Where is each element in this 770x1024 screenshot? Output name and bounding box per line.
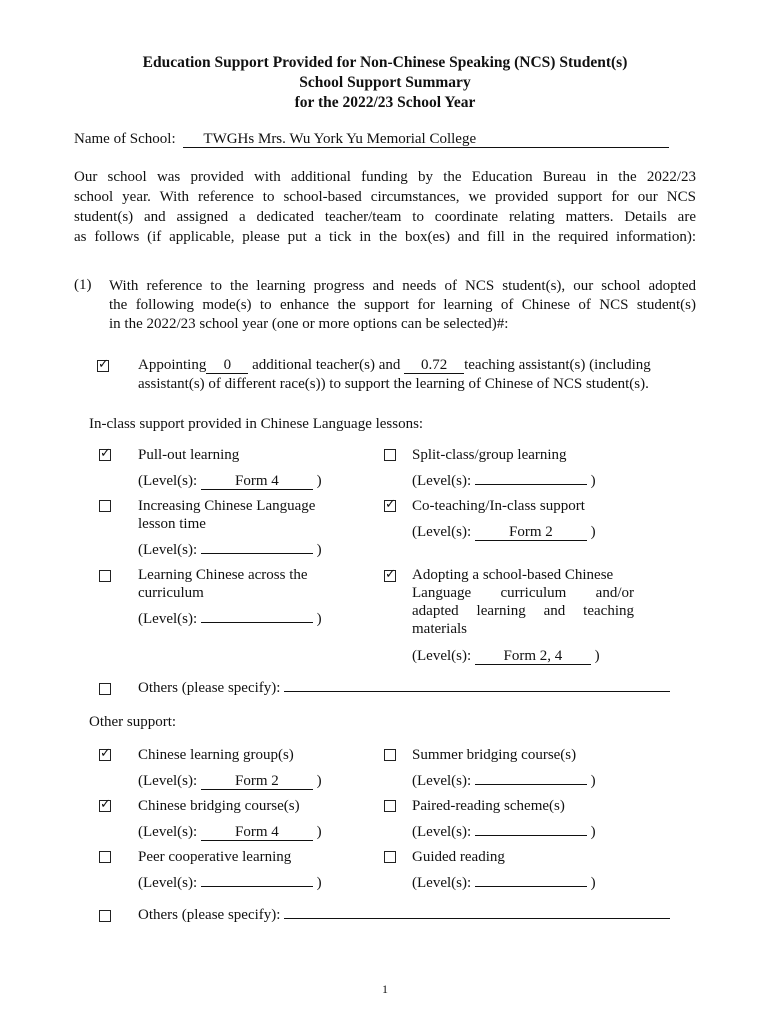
teachers-field[interactable]: 0 — [206, 358, 248, 374]
guided-reading-level-field[interactable] — [475, 886, 587, 887]
assistants-field[interactable]: 0.72 — [404, 358, 464, 374]
school-based-label-1: Adopting a school-based Chinese — [412, 567, 614, 583]
peer-cooperative-level-field[interactable] — [201, 886, 313, 887]
pull-out-level-row — [138, 473, 322, 490]
bridging-course-checkbox[interactable] — [99, 800, 111, 812]
level-close: ) — [590, 824, 596, 840]
lesson-time-checkbox[interactable] — [99, 500, 111, 512]
pull-out-label: Pull-out learning — [138, 447, 240, 463]
appointing-checkbox[interactable] — [97, 360, 109, 372]
level-label: (Level(s): — [138, 473, 198, 489]
split-class-level-row — [412, 473, 596, 490]
split-class-checkbox[interactable] — [384, 449, 396, 461]
level-close: ) — [316, 542, 322, 558]
level-label: (Level(s): — [412, 648, 472, 664]
in-class-others-field[interactable] — [284, 691, 670, 692]
paired-reading-label: Paired-reading scheme(s) — [412, 798, 565, 814]
summer-bridging-level-row — [412, 773, 596, 790]
title-line-1: Education Support Provided for Non-Chinese Speaking (NCS) Student(s) — [142, 54, 628, 71]
appointing-line-2: assistant(s) of different race(s)) to support the learning of Chinese of NCS student(s). — [138, 376, 649, 392]
learning-group-level-field[interactable]: Form 2 — [201, 774, 313, 790]
school-based-checkbox[interactable] — [384, 570, 396, 582]
split-class-level-field[interactable] — [475, 484, 587, 485]
appointing-text: Appointing — [138, 357, 207, 373]
summer-bridging-level-field[interactable] — [475, 784, 587, 785]
learning-group-level-row — [138, 773, 322, 790]
level-close: ) — [590, 473, 596, 489]
across-curriculum-label-1: Learning Chinese across the — [138, 567, 308, 583]
co-teaching-checkbox[interactable] — [384, 500, 396, 512]
level-close: ) — [316, 611, 322, 627]
intro-line: school year. With reference to school-based circumstances, we provided support for our NCS — [74, 189, 696, 205]
co-teaching-level-field[interactable]: Form 2 — [475, 525, 587, 541]
level-label: (Level(s): — [412, 524, 472, 540]
bridging-course-level-row — [138, 824, 322, 841]
level-close: ) — [316, 473, 322, 489]
bridging-course-level-field[interactable]: Form 4 — [201, 825, 313, 841]
intro-line: as follows (if applicable, please put a tick in the box(es) and fill in the required information): — [74, 229, 696, 245]
split-class-label: Split-class/group learning — [412, 447, 567, 463]
level-label: (Level(s): — [138, 773, 198, 789]
across-curriculum-checkbox[interactable] — [99, 570, 111, 582]
school-based-level-row — [412, 648, 600, 665]
co-teaching-level-row — [412, 524, 596, 541]
across-curriculum-label-2: curriculum — [138, 585, 204, 601]
intro-paragraph — [74, 167, 696, 247]
level-close: ) — [590, 524, 596, 540]
section-number: (1) — [74, 277, 92, 293]
title-line-2: School Support Summary — [299, 74, 471, 91]
appointing-text: additional teacher(s) and — [252, 357, 401, 373]
level-close: ) — [316, 773, 322, 789]
guided-reading-checkbox[interactable] — [384, 851, 396, 863]
peer-cooperative-checkbox[interactable] — [99, 851, 111, 863]
learning-group-label: Chinese learning group(s) — [138, 747, 294, 763]
school-based-level-field[interactable]: Form 2, 4 — [475, 649, 591, 665]
in-class-heading: In-class support provided in Chinese Language lessons: — [89, 416, 424, 432]
level-close: ) — [316, 824, 322, 840]
school-name-field[interactable] — [183, 132, 669, 148]
across-curriculum-level-field[interactable] — [201, 622, 313, 623]
level-close: ) — [590, 875, 596, 891]
intro-line: student(s) and assigned a dedicated teacher/team to coordinate relating matters. Details are — [74, 209, 696, 225]
school-based-label-2: Language curriculum and/or — [412, 585, 634, 601]
school-name-row — [74, 131, 669, 148]
others-label: Others (please specify): — [138, 907, 281, 923]
section-1-text — [109, 277, 696, 334]
level-label: (Level(s): — [412, 875, 472, 891]
pull-out-level-field[interactable]: Form 4 — [201, 474, 313, 490]
level-label: (Level(s): — [138, 611, 198, 627]
other-support-others-checkbox[interactable] — [99, 910, 111, 922]
summer-bridging-label: Summer bridging course(s) — [412, 747, 577, 763]
school-name-label: Name of School: — [74, 131, 176, 147]
other-support-others-row — [138, 907, 670, 924]
section-line: in the 2022/23 school year (one or more options can be selected)#: — [109, 316, 509, 332]
paired-reading-level-row — [412, 824, 596, 841]
in-class-others-row — [138, 680, 670, 697]
others-label: Others (please specify): — [138, 680, 281, 696]
lesson-time-label-1: Increasing Chinese Language — [138, 498, 316, 514]
level-label: (Level(s): — [138, 542, 198, 558]
section-line: With reference to the learning progress and needs of NCS student(s), our school adopted — [109, 278, 696, 294]
page-number: 1 — [382, 982, 388, 996]
paired-reading-level-field[interactable] — [475, 835, 587, 836]
school-based-label-4: materials — [412, 621, 467, 637]
level-label: (Level(s): — [138, 875, 198, 891]
paired-reading-checkbox[interactable] — [384, 800, 396, 812]
lesson-time-level-row — [138, 542, 322, 559]
level-close: ) — [594, 648, 600, 664]
pull-out-checkbox[interactable] — [99, 449, 111, 461]
other-support-others-field[interactable] — [284, 918, 670, 919]
section-line: the following mode(s) to enhance the support for learning of Chinese of NCS student(s) — [109, 297, 696, 313]
level-label: (Level(s): — [138, 824, 198, 840]
level-close: ) — [590, 773, 596, 789]
guided-reading-level-row — [412, 875, 596, 892]
appointing-line-1 — [138, 357, 698, 374]
level-label: (Level(s): — [412, 824, 472, 840]
peer-cooperative-level-row — [138, 875, 322, 892]
learning-group-checkbox[interactable] — [99, 749, 111, 761]
school-name-value: TWGHs Mrs. Wu York Yu Memorial College — [203, 131, 477, 147]
summer-bridging-checkbox[interactable] — [384, 749, 396, 761]
appointing-text: teaching assistant(s) (including — [464, 357, 651, 373]
lesson-time-level-field[interactable] — [201, 553, 313, 554]
school-based-label-3: adapted learning and teaching — [412, 603, 634, 619]
lesson-time-label-2: lesson time — [138, 516, 206, 532]
bridging-course-label: Chinese bridging course(s) — [138, 798, 300, 814]
peer-cooperative-label: Peer cooperative learning — [138, 849, 292, 865]
in-class-others-checkbox[interactable] — [99, 683, 111, 695]
other-support-heading: Other support: — [89, 714, 177, 730]
level-label: (Level(s): — [412, 473, 472, 489]
level-label: (Level(s): — [412, 773, 472, 789]
co-teaching-label: Co-teaching/In-class support — [412, 498, 585, 514]
across-curriculum-level-row — [138, 611, 322, 628]
guided-reading-label: Guided reading — [412, 849, 505, 865]
intro-line: Our school was provided with additional funding by the Education Bureau in the 2022/23 — [74, 169, 696, 185]
level-close: ) — [316, 875, 322, 891]
title-line-3: for the 2022/23 School Year — [294, 94, 476, 111]
